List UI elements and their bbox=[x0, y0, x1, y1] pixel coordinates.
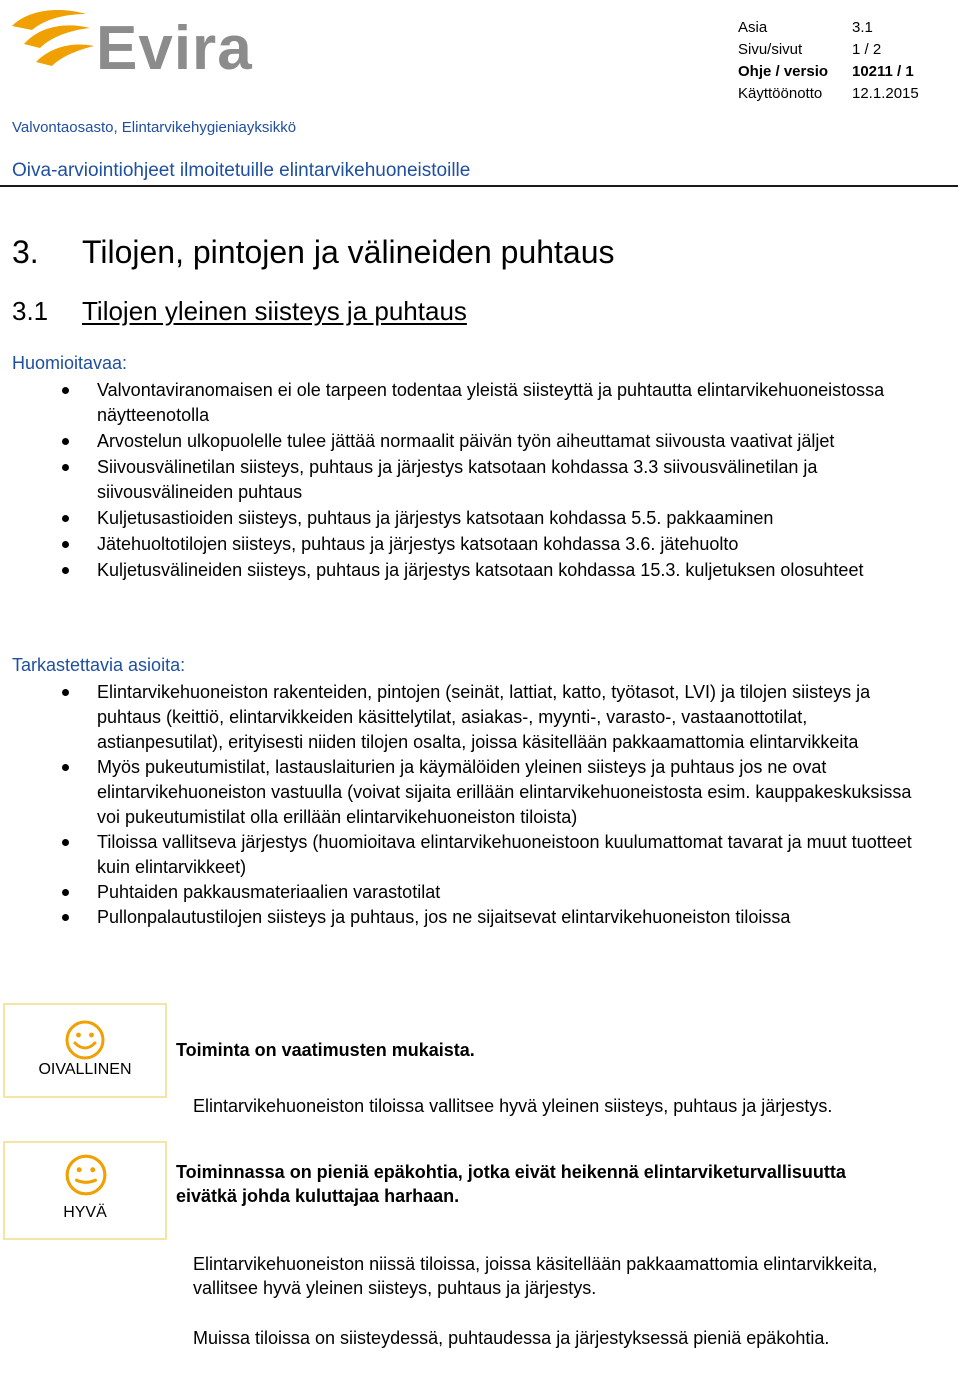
meta-value: 10211 / 1 bbox=[852, 63, 914, 80]
chapter-number: 3. bbox=[12, 234, 39, 270]
checks-list bbox=[0, 680, 937, 930]
meta-row-version bbox=[738, 61, 919, 83]
meta-label: Ohje / versio bbox=[738, 63, 829, 80]
department-unit: Valvontaosasto, Elintarvikehygieniayksikkö bbox=[12, 119, 297, 136]
document-meta bbox=[738, 17, 919, 105]
rating-excellent-heading: Toiminta on vaatimusten mukaista. bbox=[176, 1040, 475, 1060]
meta-label: Käyttöönotto bbox=[738, 85, 823, 102]
rating-excellent-description: Elintarvikehuoneiston tiloissa vallitsee hyvä yleinen siisteys, puhtaus ja järjestys. bbox=[193, 1096, 833, 1116]
rating-good-description: Elintarvikehuoneiston niissä tiloissa, joissa käsitellään pakkaamattomia elintarvikkeita, vallitsee hyvä yleinen siisteys, puhtaus ja järjestys. bbox=[193, 1254, 878, 1298]
rating-label: HYVÄ bbox=[63, 1204, 107, 1221]
smiley-icon bbox=[64, 1153, 108, 1197]
notes-label: Huomioitavaa: bbox=[12, 353, 128, 373]
rating-label: OIVALLINEN bbox=[38, 1061, 132, 1078]
document-title: Oiva-arviointiohjeet ilmoitetuille elintarvikehuoneistoille bbox=[12, 160, 471, 181]
meta-value: 12.1.2015 bbox=[852, 85, 919, 102]
list-item: Jätehuoltotilojen siisteys, puhtaus ja järjestys katsotaan kohdassa 3.6. jätehuolto bbox=[0, 532, 937, 557]
list-item: Arvostelun ulkopuolelle tulee jättää normaalit päivän työn aiheuttamat siivousta vaativat jäljet bbox=[0, 429, 937, 454]
rating-good-description-other: Muissa tiloissa on siisteydessä, puhtaudessa ja järjestyksessä pieniä epäkohtia. bbox=[193, 1328, 830, 1348]
list-item: Kuljetusastioiden siisteys, puhtaus ja järjestys katsotaan kohdassa 5.5. pakkaaminen bbox=[0, 506, 937, 531]
list-item: Siivousvälinetilan siisteys, puhtaus ja järjestys katsotaan kohdassa 3.3 siivousvälinetilan ja siivousvälineiden puhtaus bbox=[0, 455, 937, 505]
list-item: Pullonpalautustilojen siisteys ja puhtaus, jos ne sijaitsevat elintarvikehuoneiston tiloissa bbox=[0, 905, 937, 930]
meta-value: 3.1 bbox=[852, 19, 873, 36]
rating-badge-excellent bbox=[3, 1003, 167, 1098]
section-heading bbox=[12, 294, 467, 328]
checks-label: Tarkastettavia asioita: bbox=[12, 655, 186, 675]
meta-row-asia bbox=[738, 17, 919, 39]
notes-list bbox=[0, 378, 937, 584]
list-item: Kuljetusvälineiden siisteys, puhtaus ja järjestys katsotaan kohdassa 15.3. kuljetuksen olosuhteet bbox=[0, 558, 937, 583]
logo-wordmark: Evira bbox=[96, 14, 253, 83]
rating-good-heading: Toiminnassa on pieniä epäkohtia, jotka eivät heikennä elintarviketurvallisuutta eivätkä johda kuluttajaa harhaan. bbox=[176, 1162, 846, 1206]
meta-value: 1 / 2 bbox=[852, 41, 882, 58]
list-item: Myös pukeutumistilat, lastauslaiturien ja käymälöiden yleinen siisteys ja puhtaus jos ne ovat elintarvikehuoneiston vastuulla (voivat sijaita erillään elintarvikehuoneistosta esim. kauppakeskuksissa voi pukeutumistilat olla erillään elintarvikehuoneiston tiloista) bbox=[0, 755, 937, 830]
rating-badge-good bbox=[3, 1141, 167, 1240]
list-item: Puhtaiden pakkausmateriaalien varastotilat bbox=[0, 880, 937, 905]
smiley-icon bbox=[64, 1019, 106, 1061]
meta-row-pages bbox=[738, 39, 919, 61]
meta-label: Asia bbox=[738, 19, 768, 36]
list-item: Tiloissa vallitseva järjestys (huomioitava elintarvikehuoneistoon kuulumattomat tavarat ja muut tuotteet kuin elintarvikkeet) bbox=[0, 830, 937, 880]
meta-label: Sivu/sivut bbox=[738, 41, 803, 58]
chapter-title: Tilojen, pintojen ja välineiden puhtaus bbox=[82, 234, 615, 270]
list-item: Elintarvikehuoneiston rakenteiden, pintojen (seinät, lattiat, katto, työtasot, LVI) ja tilojen siisteys ja puhtaus (keittiö, elintarvikkeiden käsittelytilat, asiakas-, myynti-, varasto-, vastaanottotilat, astianpesutilat), erityisesti niiden tilojen osalta, joissa käsitellään pakkaamattomia elintarvikkeita bbox=[0, 680, 937, 755]
chapter-heading bbox=[12, 232, 615, 272]
section-number: 3.1 bbox=[12, 296, 49, 326]
header-divider bbox=[0, 185, 958, 187]
meta-row-date bbox=[738, 83, 919, 105]
list-item: Valvontaviranomaisen ei ole tarpeen todentaa yleistä siisteyttä ja puhtautta elintarvikehuoneistossa näytteenotolla bbox=[0, 378, 937, 428]
section-title: Tilojen yleinen siisteys ja puhtaus bbox=[82, 296, 467, 326]
